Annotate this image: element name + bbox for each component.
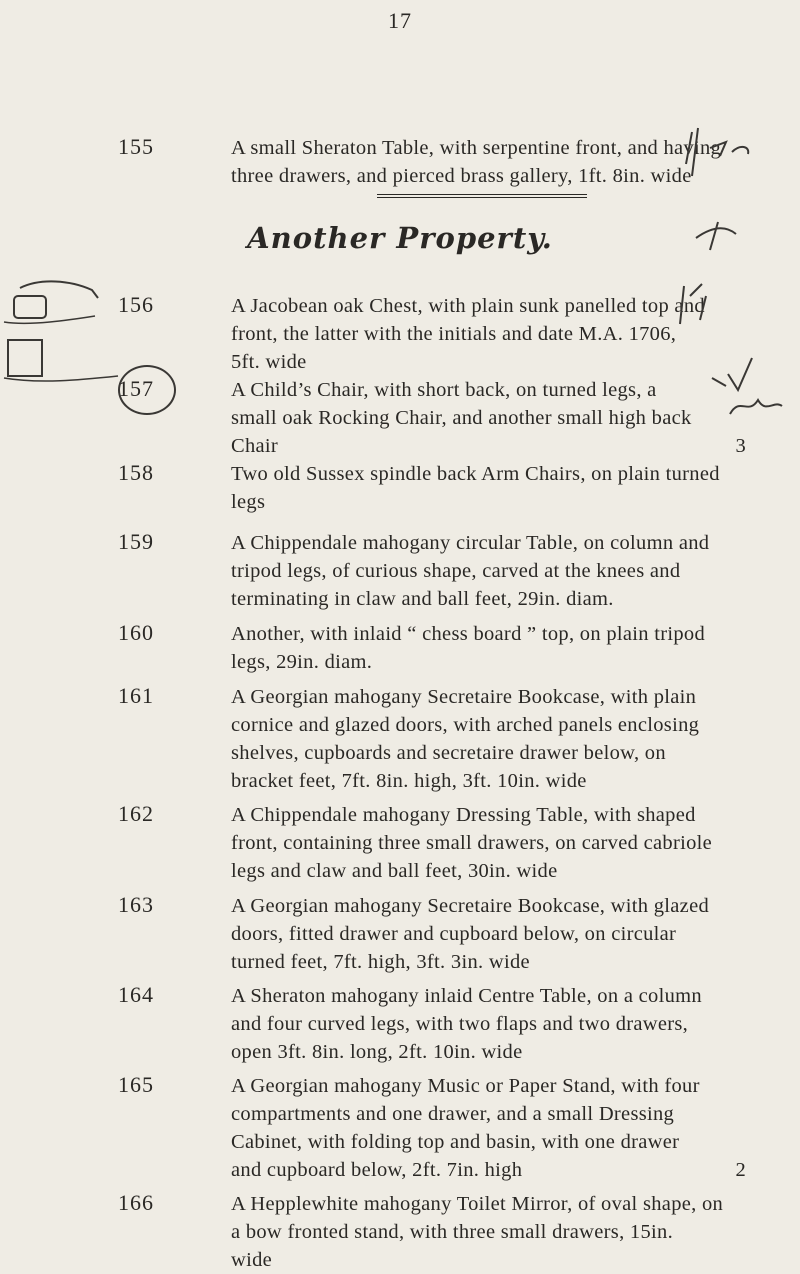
lot-line: A Chippendale mahogany Dressing Table, with shaped — [231, 804, 696, 826]
margin-sketch — [0, 276, 120, 386]
lot-line: A Hepplewhite mahogany Toilet Mirror, of oval shape, on — [231, 1193, 724, 1215]
lot-line: Two old Sussex spindle back Arm Chairs, on plain turned — [231, 463, 720, 485]
lot-description — [231, 529, 746, 613]
lot-number: 163 — [118, 892, 154, 917]
lot-line: cornice and glazed doors, with arched panels enclosing — [231, 714, 700, 736]
lot-line: turned feet, 7ft. high, 3ft. 3in. wide — [231, 951, 530, 973]
lot-line: a bow fronted stand, with three small drawers, 15in. — [231, 1221, 674, 1243]
lot-number: 156 — [118, 292, 154, 317]
lot-line: A small Sheraton Table, with serpentine front, and having — [231, 137, 722, 159]
lot-line: A Sheraton mahogany inlaid Centre Table, on a column — [231, 985, 702, 1007]
lot-description — [231, 683, 746, 795]
lot-line: legs — [231, 491, 266, 513]
page-number: 17 — [388, 8, 412, 33]
lot-line: A Georgian mahogany Secretaire Bookcase, with plain — [231, 686, 697, 708]
lot-line: Another, with inlaid “ chess board ” top, on plain tripod — [231, 623, 706, 645]
lot-description — [231, 460, 746, 516]
lot-line: and four curved legs, with two flaps and two drawers, — [231, 1013, 689, 1035]
lot-line: legs, 29in. diam. — [231, 651, 373, 673]
lot-line: 5ft. wide — [231, 351, 307, 373]
lot-number: 160 — [118, 620, 154, 645]
lot-line: three drawers, and pierced brass gallery, 1ft. 8in. wide — [231, 165, 692, 187]
lot-quantity: 3 — [735, 435, 746, 457]
lot-description — [231, 1072, 746, 1184]
lot-number: 161 — [118, 683, 154, 708]
lot-number: 166 — [118, 1190, 154, 1215]
lot-number: 164 — [118, 982, 154, 1007]
lot-quantity: 2 — [735, 1159, 746, 1181]
lot-number: 157 — [118, 376, 154, 401]
lot-line: shelves, cupboards and secretaire drawer below, on — [231, 742, 666, 764]
lot-line: front, containing three small drawers, on carved cabriole — [231, 832, 713, 854]
lot-line: terminating in claw and ball feet, 29in. diam. — [231, 588, 614, 610]
lot-line: A Georgian mahogany Music or Paper Stand, with four — [231, 1075, 700, 1097]
lot-description — [231, 892, 746, 976]
lot-line: bracket feet, 7ft. 8in. high, 3ft. 10in. wide — [231, 770, 587, 792]
lot-circle-mark — [118, 365, 176, 415]
lot-line: tripod legs, of curious shape, carved at the knees and — [231, 560, 681, 582]
handwritten-marks — [640, 124, 790, 424]
section-divider — [377, 194, 587, 200]
lot-line: front, the latter with the initials and date M.A. 1706, — [231, 323, 677, 345]
lot-line: A Georgian mahogany Secretaire Bookcase, with glazed — [231, 895, 710, 917]
lot-number: 155 — [118, 134, 154, 159]
lot-number: 162 — [118, 801, 154, 826]
lot-number: 165 — [118, 1072, 154, 1097]
lot-line: wide — [231, 1249, 273, 1271]
lot-line: A Chippendale mahogany circular Table, on column and — [231, 532, 710, 554]
lot-line: legs and claw and ball feet, 30in. wide — [231, 860, 558, 882]
lot-number: 158 — [118, 460, 154, 485]
lot-number: 159 — [118, 529, 154, 554]
lot-line: doors, fitted drawer and cupboard below, on circular — [231, 923, 677, 945]
lot-line: A Child’s Chair, with short back, on turned legs, a — [231, 379, 657, 401]
lot-line: compartments and one drawer, and a small Dressing — [231, 1103, 675, 1125]
lot-description — [231, 1190, 746, 1274]
lot-description — [231, 620, 746, 676]
lot-line: A Jacobean oak Chest, with plain sunk panelled top and — [231, 295, 705, 317]
lot-description — [231, 982, 746, 1066]
section-title: Another Property. — [247, 221, 553, 255]
lot-line: Chair — [231, 435, 279, 457]
lot-line: Cabinet, with folding top and basin, with one drawer — [231, 1131, 680, 1153]
lot-line: and cupboard below, 2ft. 7in. high — [231, 1159, 523, 1181]
lot-line: open 3ft. 8in. long, 2ft. 10in. wide — [231, 1041, 523, 1063]
lot-description — [231, 801, 746, 885]
lot-line: small oak Rocking Chair, and another small high back — [231, 407, 692, 429]
